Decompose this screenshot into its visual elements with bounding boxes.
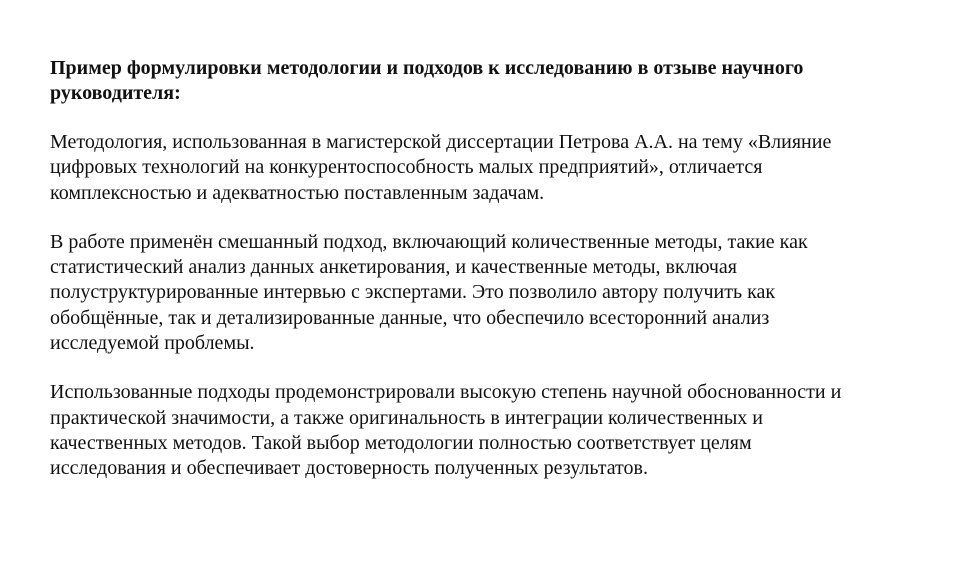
paragraph-line: качественных методов. Такой выбор методологии полностью соответствует целям [50, 431, 752, 454]
paragraph-line: обобщённые, так и детализированные данные, что обеспечило всесторонний анализ [50, 306, 770, 329]
document-body [50, 56, 940, 506]
paragraph-line: исследуемой проблемы. [50, 332, 255, 355]
paragraph-line: статистический анализ данных анкетирования, и качественные методы, включая [50, 256, 737, 279]
paragraph-line: полуструктурированные интервью с экспертами. Это позволило автору получить как [50, 281, 776, 304]
paragraph-line: В работе применён смешанный подход, включающий количественные методы, такие как [50, 230, 808, 253]
paragraph-line: комплексностью и адекватностью поставленным задачам. [50, 181, 545, 204]
paragraph-mixed-approach [50, 230, 940, 356]
paragraph-conclusion [50, 380, 940, 481]
heading-line: руководителя: [50, 82, 181, 104]
paragraph-line: исследования и обеспечивает достоверность полученных результатов. [50, 457, 648, 480]
paragraph-line: Использованные подходы продемонстрировали высокую степень научной обоснованности и [50, 381, 842, 404]
paragraph-line: практической значимости, а также оригинальность в интеграции количественных и [50, 406, 763, 429]
paragraph-line: цифровых технологий на конкурентоспособность малых предприятий», отличается [50, 156, 763, 179]
paragraph-methodology [50, 130, 940, 206]
heading-line: Пример формулировки методологии и подходов к исследованию в отзыве научного [50, 57, 804, 79]
paragraph-line: Методология, использованная в магистерской диссертации Петрова А.А. на тему «Влияние [50, 131, 832, 153]
document-heading [50, 56, 940, 106]
